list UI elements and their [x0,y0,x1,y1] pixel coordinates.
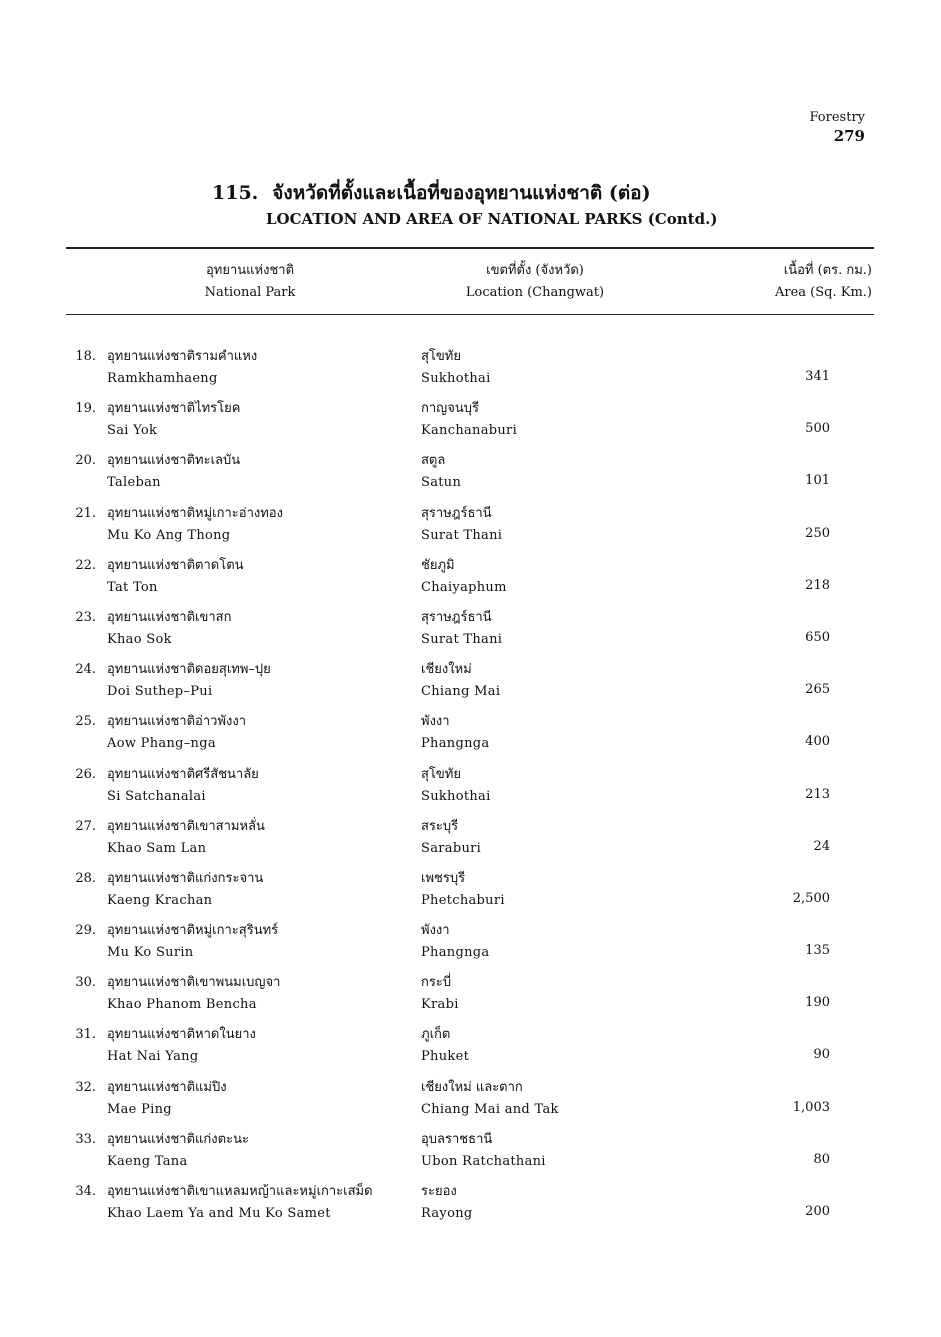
park-name-english: Khao Phanom Bencha [107,997,257,1013]
table-row [0,503,941,555]
location-thai: สุราษฎร์ธานี [421,609,492,625]
park-name-thai: อุทยานแห่งชาติศรีสัชนาลัย [107,766,259,782]
page-number: 279 [833,127,865,145]
area-value: 250 [805,525,830,541]
location-english: Rayong [421,1206,473,1221]
location-thai: เพชรบุรี [421,870,466,886]
location-english: Phetchaburi [421,892,505,908]
area-value: 200 [805,1204,830,1219]
title-thai-line [212,178,651,208]
table-row [0,711,941,763]
table-row [0,450,941,502]
row-number: 31. [75,1027,96,1043]
column-header-location-english: Location (Changwat) [465,285,605,300]
area-value: 265 [805,682,830,698]
table-row [0,346,941,398]
column-header-location [430,260,640,304]
table-row [0,868,941,920]
row-number: 26. [75,766,96,782]
row-number: 19. [75,401,96,417]
area-value: 135 [805,943,830,959]
location-english: Surat Thani [421,631,503,647]
title-english: LOCATION AND AREA OF NATIONAL PARKS (Contd.) [266,210,718,228]
row-number: 34. [75,1184,96,1199]
table-header-rule [66,314,874,315]
area-value: 218 [805,577,830,593]
park-name-english: Hat Nai Yang [107,1049,199,1065]
park-name-english: Ramkhamhaeng [107,371,218,386]
area-value: 90 [813,1047,830,1063]
park-name-thai: อุทยานแห่งชาติดอยสุเทพ–ปุย [107,662,271,678]
row-number: 21. [75,505,96,521]
row-number: 20. [75,453,96,469]
location-thai: ภูเก็ต [421,1027,451,1043]
location-english: Sukhothai [421,788,491,804]
park-name-thai: อุทยานแห่งชาติเขาพนมเบญจา [107,975,281,991]
row-number: 24. [75,662,96,678]
row-number: 23. [75,609,96,625]
row-number: 30. [75,975,96,991]
location-thai: กาญจนบุรี [421,401,479,417]
area-value: 80 [813,1151,830,1167]
park-name-english: Aow Phang–nga [107,736,216,752]
table-row [0,607,941,659]
location-thai: กระบี่ [421,975,452,991]
park-name-thai: อุทยานแห่งชาติอ่าวพังงา [107,714,247,730]
location-english: Chiang Mai [421,684,501,700]
section-name: Forestry [809,110,865,125]
park-name-thai: อุทยานแห่งชาติเขาสามหลั่น [107,818,265,834]
location-thai: สุโขทัย [421,766,461,782]
location-english: Surat Thani [421,527,503,543]
location-thai: พังงา [421,923,450,939]
park-name-thai: อุทยานแห่งชาติทะเลบัน [107,453,241,469]
park-name-english: Mu Ko Surin [107,945,194,961]
park-name-english: Khao Sok [107,631,172,647]
area-value: 213 [805,786,830,802]
location-thai: ระยอง [421,1184,457,1199]
park-name-english: Mae Ping [107,1101,172,1117]
row-number: 18. [75,349,96,364]
row-number: 27. [75,818,96,834]
location-thai: สระบุรี [421,818,459,834]
table-body [0,346,941,1233]
park-name-thai: อุทยานแห่งชาติหาดในยาง [107,1027,256,1043]
park-name-english: Doi Suthep–Pui [107,684,213,700]
park-name-thai: อุทยานแห่งชาติรามคำแหง [107,349,258,364]
park-name-thai: อุทยานแห่งชาติหมู่เกาะสุรินทร์ [107,923,279,939]
location-english: Krabi [421,997,459,1013]
column-header-area-thai: เนื้อที่ (ตร. กม.) [783,263,872,278]
park-name-english: Kaeng Tana [107,1153,188,1169]
location-english: Saraburi [421,840,482,856]
table-row [0,1077,941,1129]
location-thai: สตูล [421,453,446,469]
location-thai: สุราษฎร์ธานี [421,505,492,521]
location-english: Chiang Mai and Tak [421,1101,559,1117]
table-row [0,1129,941,1181]
area-value: 24 [813,838,830,854]
area-value: 650 [805,629,830,645]
title-thai: จังหวัดที่ตั้งและเนื้อที่ของอุทยานแห่งชาติ (ต่อ) [272,182,651,204]
park-name-english: Tat Ton [107,579,158,595]
area-value: 341 [805,369,830,384]
park-name-thai: อุทยานแห่งชาติตาดโตน [107,557,244,573]
table-row [0,972,941,1024]
table-row [0,398,941,450]
park-name-thai: อุทยานแห่งชาติเขาสก [107,609,232,625]
table-row [0,764,941,816]
column-header-park-english: National Park [204,285,296,300]
location-thai: อุบลราชธานี [421,1131,493,1147]
column-header-area [740,260,872,304]
park-name-thai: อุทยานแห่งชาติแก่งตะนะ [107,1131,249,1147]
row-number: 33. [75,1131,96,1147]
row-number: 29. [75,923,96,939]
location-english: Satun [421,475,462,491]
location-english: Phuket [421,1049,470,1065]
park-name-english: Si Satchanalai [107,788,206,804]
row-number: 32. [75,1079,96,1095]
area-value: 400 [805,734,830,750]
park-name-english: Kaeng Krachan [107,892,213,908]
location-english: Phangnga [421,736,490,752]
column-header-location-thai: เขตที่ตั้ง (จังหวัด) [486,263,584,278]
row-number: 22. [75,557,96,573]
park-name-english: Khao Laem Ya and Mu Ko Samet [107,1206,331,1221]
park-name-english: Sai Yok [107,423,158,439]
table-row [0,659,941,711]
location-thai: ชัยภูมิ [421,557,455,573]
row-number: 28. [75,870,96,886]
park-name-thai: อุทยานแห่งชาติไทรโยค [107,401,241,417]
location-thai: สุโขทัย [421,349,461,364]
location-english: Phangnga [421,945,490,961]
column-header-area-english: Area (Sq. Km.) [775,285,872,300]
area-value: 101 [805,473,830,489]
location-english: Kanchanaburi [421,423,518,439]
location-thai: เชียงใหม่ [421,662,472,678]
park-name-english: Taleban [107,475,161,491]
area-value: 190 [805,995,830,1011]
location-thai: พังงา [421,714,450,730]
park-name-thai: อุทยานแห่งชาติหมู่เกาะอ่างทอง [107,505,283,521]
area-value: 2,500 [792,890,830,906]
row-number: 25. [75,714,96,730]
location-english: Chaiyaphum [421,579,507,595]
table-row [0,816,941,868]
table-row [0,1181,941,1233]
location-english: Sukhothai [421,371,491,386]
table-row [0,1024,941,1076]
location-english: Ubon Ratchathani [421,1153,546,1169]
column-header-park-thai: อุทยานแห่งชาติ [205,263,295,278]
park-name-thai: อุทยานแห่งชาติแก่งกระจาน [107,870,264,886]
park-name-english: Khao Sam Lan [107,840,207,856]
table-row [0,555,941,607]
park-name-thai: อุทยานแห่งชาติเขาแหลมหญ้าและหมู่เกาะเสม็ด [107,1184,373,1199]
running-head [810,110,866,145]
area-value: 1,003 [792,1099,830,1115]
table-row [0,920,941,972]
park-name-thai: อุทยานแห่งชาติแม่ปิง [107,1079,227,1095]
column-header-national-park [150,260,350,304]
table-top-rule [66,247,874,249]
area-value: 500 [805,421,830,437]
table-number: 115. [212,182,259,204]
park-name-english: Mu Ko Ang Thong [107,527,231,543]
location-thai: เชียงใหม่ และตาก [421,1079,523,1095]
